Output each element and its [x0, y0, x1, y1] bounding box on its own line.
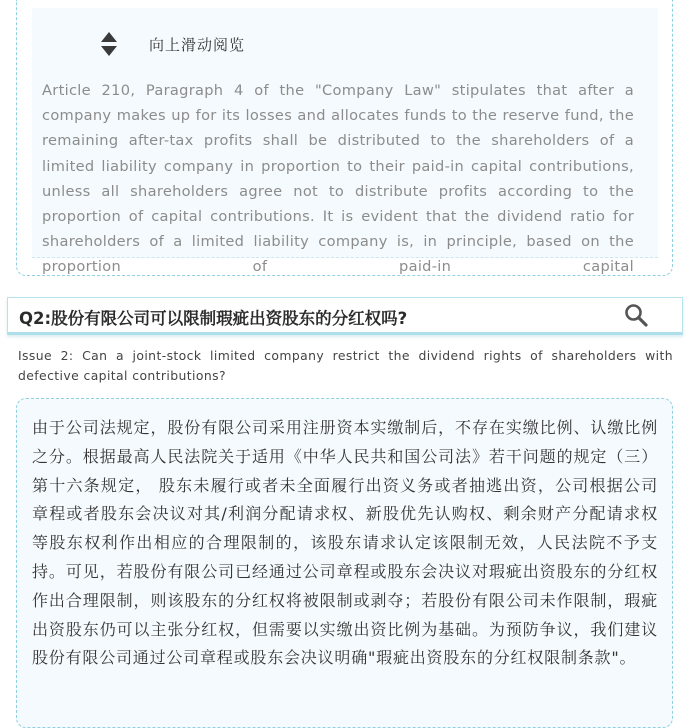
search-icon[interactable]: [624, 303, 648, 327]
article-card: [16, 0, 673, 276]
answer-body-text: 由于公司法规定，股份有限公司采用注册资本实缴制后，不存在实缴比例、认缴比例之分。根据最高人民法院关于适用《中华人民共和国公司法》若干问题的规定（三）第十六条规定， 股东未履行或者未全面履行出资义务或者抽逃出资，公司根据公司章程或者股东会决议对其/利润分配请求权、新股优先认购权、剩余财产分配请求权等股东权利作出相应的合理限制的，该股东请求认定该限制无效，人民法院不予支持。可见，若股份有限公司已经通过公司章程或股东会决议对瑕疵出资股东的分红权作出合理限制，则该股东的分红权将被限制或剥夺；若股份有限公司未作限制，瑕疵出资股东仍可以主张分红权，但需要以实缴出资比例为基础。为预防争议，我们建议股份有限公司通过公司章程或股东会决议明确"瑕疵出资股东的分红权限制条款"。: [32, 418, 658, 668]
scroll-hint: [32, 30, 658, 58]
question-2-translation: Issue 2: Can a joint-stock limited company restrict the dividend rights of shareholders with defective capital contributions?: [18, 348, 673, 383]
up-down-arrows-icon: [100, 31, 118, 57]
answer-card: [16, 398, 673, 728]
article-body-text: Article 210, Paragraph 4 of the "Company Law" stipulates that after a company makes up for its losses and allocates funds to the reserve fund, the remaining after-tax profits shall be distributed to the shareholders of a limited liability company in proportion to their paid-in capital contributions, unless all shareholders agree not to distribute profits according to the proportion of capital contributions. It is evident that the dividend ratio for shareholders of a limited liability company is, in principle, based on the proportion of paid-in capital: [42, 82, 634, 276]
question-2-header: [7, 297, 683, 335]
scroll-hint-label: 向上滑动阅览: [149, 36, 246, 54]
article-scroll-area[interactable]: [32, 8, 658, 276]
question-2-title: Q2:股份有限公司可以限制瑕疵出资股东的分红权吗?: [19, 309, 408, 328]
